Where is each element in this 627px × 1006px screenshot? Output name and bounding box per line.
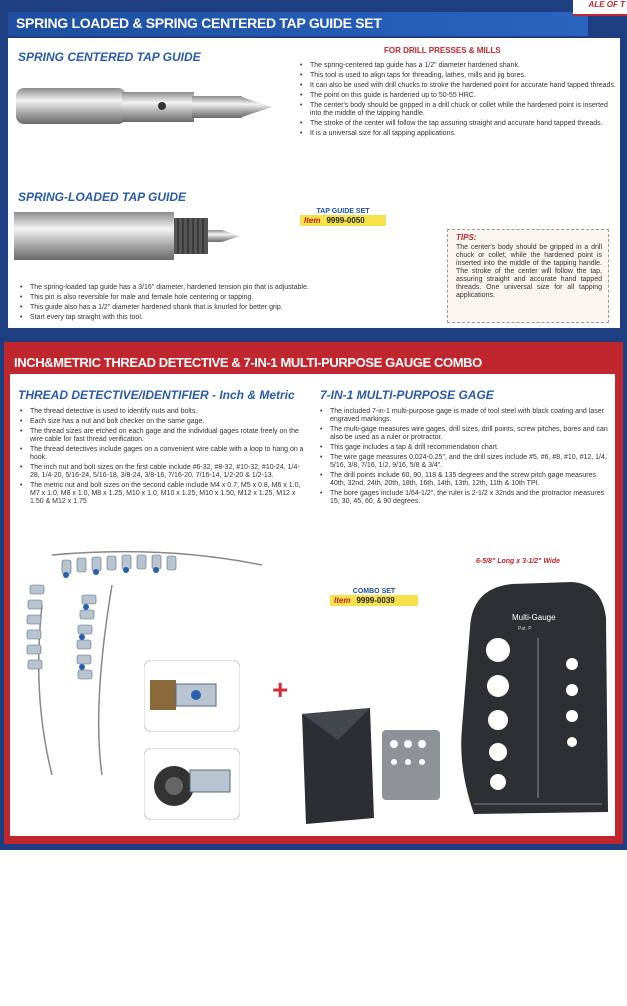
list-item: • Each size has a nut and bolt checker on the same gage. [18,418,308,426]
gauge-sub-label: Pat. P [518,626,532,632]
list-item: • This guide also has a 1/2" diameter hardened shank that is knurled for better grip. [18,304,398,312]
list-item: • The spring-loaded tap guide has a 3/16" diameter, hardened tension pin that is adjustable. [18,284,398,292]
spring-loaded-tap-guide-image [14,206,244,266]
thread-heading: THREAD DETECTIVE/IDENTIFIER - Inch & Metric [18,388,295,402]
list-item: • The spring-centered tap guide has a 1/2" diameter hardened shank. [298,62,618,70]
list-item: • The stroke of the center will follow the tap assuring straight and accurate hand tapped threads. [298,120,618,128]
centered-bullets [298,62,618,140]
list-item: • The thread detectives include gages on a convenient wire cable with a loop to hang on a hook. [18,446,308,462]
list-item: • Start every tap straight with this tool. [18,314,398,322]
list-item: • The drill points include 60, 90, 118 & 135 degrees and the screw pitch gage measures 40th, 32nd, 24th, 20th, 18th, 16th, 14th, 13th, 12th, 11th & 10th TPI. [318,472,610,488]
tips-title: TIPS: [456,233,477,242]
bolt-detail-image [144,660,240,732]
thread-bullets [18,408,308,508]
section2-title-bar [14,352,614,374]
spring-centered-tap-guide-image [14,70,276,150]
combo-item-number: Item 9999-0039 [330,595,418,606]
list-item: • The metric nut and bolt sizes on the second cable include M4 x 0.7, M5 x 0.8, M6 x 1.0, M7 x 1.0, M8 x 1.0, M8 x 1.25, M10 x 1.0, M10 x 1.25, M10 x 1.50, M12 x 1.25, M12 x 1.50 & M12 x 1.75 [18,482,308,506]
list-item: • This pin is also reversible for male and female hole centering or tapping. [18,294,398,302]
list-item: • The thread sizes are etched on each gage and the individual gages rotate freely on the wire cable for fast thread verification. [18,428,308,444]
loaded-heading: SPRING-LOADED TAP GUIDE [18,190,187,204]
plus-icon: + [272,674,289,705]
loaded-bullets [18,284,398,324]
list-item: • The wire gage measures 0.024-0.25", and the drill sizes include #5, #6, #8, #10, #12, 1/4, 5/16, 3/8, 7/16, 1/2, 9/16, 5/8 & 3/4". [318,454,610,470]
centered-heading: SPRING CENTERED TAP GUIDE [18,50,201,64]
gage-heading: 7-IN-1 MULTI-PURPOSE GAGE [320,388,494,402]
list-item: • This gage includes a tap & drill recommendation chart. [318,444,610,452]
gage-bullets [318,408,610,508]
list-item: • The center's body should be gripped in a drill chuck or collet while the hardened point is inserted into the middle of the tapping handle. [298,102,618,118]
nut-detail-image [144,748,240,820]
tips-box [447,229,609,323]
drill-heading: FOR DRILL PRESSES & MILLS [384,46,501,55]
list-item: • The thread detective is used to identify nuts and bolts. [18,408,308,416]
tap-guide-item-number: Item 9999-0050 [300,215,386,226]
list-item: • It is a universal size for all tapping applications. [298,130,618,138]
sale-badge: ALE OF T [573,0,627,16]
gauge-dimensions: 6-5/8" Long x 3-1/2" Wide [476,558,560,565]
list-item: • The bore gages include 1/64-1/2", the ruler is 2-1/2 x 32nds and the protractor measures 15, 30, 45, 60, & 90 degrees. [318,490,610,506]
tips-text: The center's body should be gripped in a drill chuck or collet, while the hardened point is inserted into the middle of the tapping handle. The stroke of the center will follow the tap, assuring straight and accurate hand tapped threads. One universal size for all tapping applications. [456,244,602,299]
combo-set-label: COMBO SET [330,588,418,595]
list-item: • This tool is used to align taps for threading, lathes, mills and jig bores. [298,72,618,80]
list-item: • The included 7-in-1 multi-purpose gage is made of tool steel with black coating and laser engraved markings. [318,408,610,424]
multi-gauge-image [452,568,612,830]
section1-title-bar [8,12,588,36]
gauge-pouch-image [290,700,450,830]
list-item: • The point on this guide is hardened up to 50-55 HRC. [298,92,618,100]
tap-guide-item-box [300,208,386,226]
section2-title: INCH&METRIC THREAD DETECTIVE & 7-IN-1 MULTI-PURPOSE GAUGE COMBO [14,355,482,370]
gauge-label: Multi-Gauge [512,613,556,622]
tap-guide-set-label: TAP GUIDE SET [300,208,386,215]
combo-item-box [330,588,418,606]
list-item: • The multi-gage measures wire gages, drill sizes, drill points, screw pitches, bores and can also be used as a ruler or protractor. [318,426,610,442]
list-item: • It can also be used with drill chucks to stroke the hardened point for accurate hand tapped threads. [298,82,618,90]
list-item: • The inch nut and bolt sizes on the first cable include #6-32, #8-32, #10-32, #10-24, 1/4-28, 1/4-20, 5/16-24, 5/16-18, 3/8-24, 3/8-16, 7/16-20, 7/16-14, 1/2-20 & 1/2-13. [18,464,308,480]
section1-title: SPRING LOADED & SPRING CENTERED TAP GUIDE SET [16,15,382,31]
